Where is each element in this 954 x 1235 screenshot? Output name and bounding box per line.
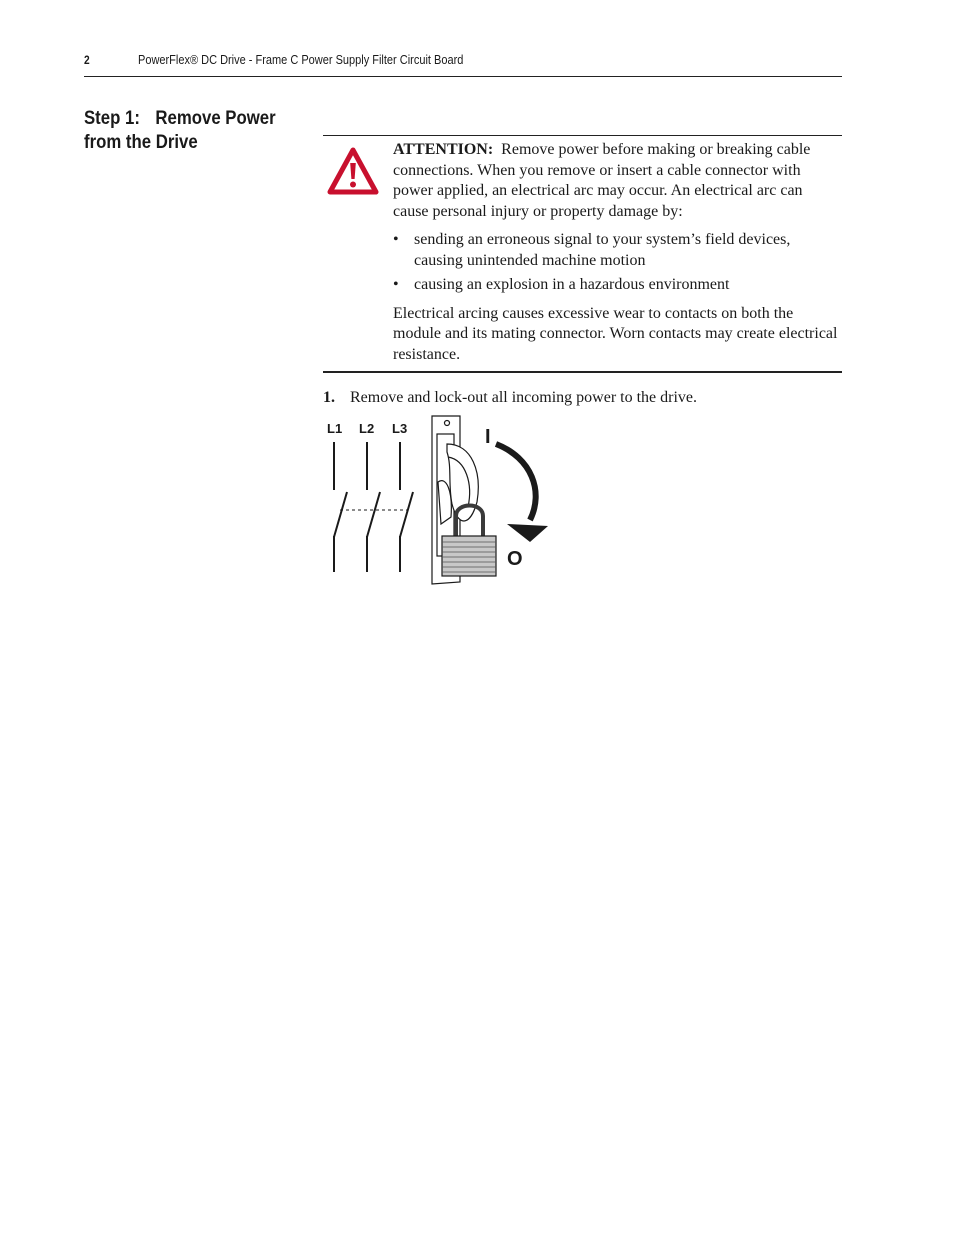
attention-bullet: • causing an explosion in a hazardous environment bbox=[393, 275, 841, 296]
line-label-l3: L3 bbox=[392, 421, 408, 436]
attention-intro bbox=[393, 140, 841, 222]
step-label: Step 1: bbox=[84, 107, 140, 129]
rotation-arrow-icon bbox=[496, 444, 548, 542]
attention-label: ATTENTION: bbox=[393, 141, 494, 158]
warning-triangle-icon bbox=[327, 147, 379, 195]
line-label-l2: L2 bbox=[359, 421, 375, 436]
off-label: O bbox=[507, 548, 523, 570]
disconnect-switch-icon bbox=[334, 442, 413, 572]
step-text: Remove and lock-out all incoming power to the drive. bbox=[350, 389, 698, 406]
section-heading bbox=[84, 106, 276, 154]
page-header bbox=[84, 52, 842, 77]
attention-content bbox=[393, 140, 841, 365]
section-title-line2: from the Drive bbox=[84, 131, 198, 153]
section-title-line1: Remove Power bbox=[155, 107, 276, 129]
on-label: I bbox=[485, 426, 491, 448]
page-number: 2 bbox=[84, 53, 90, 67]
step-number: 1. bbox=[323, 389, 335, 406]
attention-bullet: • sending an erroneous signal to your system’s field devices, causing unintended machine motion bbox=[393, 230, 841, 271]
attention-box bbox=[323, 135, 842, 373]
running-title: PowerFlex® DC Drive - Frame C Power Supply Filter Circuit Board bbox=[138, 53, 464, 67]
lockout-figure bbox=[320, 412, 560, 592]
attention-closing: Electrical arcing causes excessive wear to contacts on both the module and its mating connector. Worn contacts may create electrical resistance. bbox=[393, 304, 838, 363]
procedure-step bbox=[323, 388, 697, 408]
attention-bullets bbox=[393, 230, 841, 296]
attention-intro-text: Remove power before making or breaking cable connections. When you remove or insert a cable connector with power applied, an electrical arc may occur. An electrical arc can cause personal injury or property damage by: bbox=[393, 141, 811, 220]
line-label-l1: L1 bbox=[327, 421, 343, 436]
